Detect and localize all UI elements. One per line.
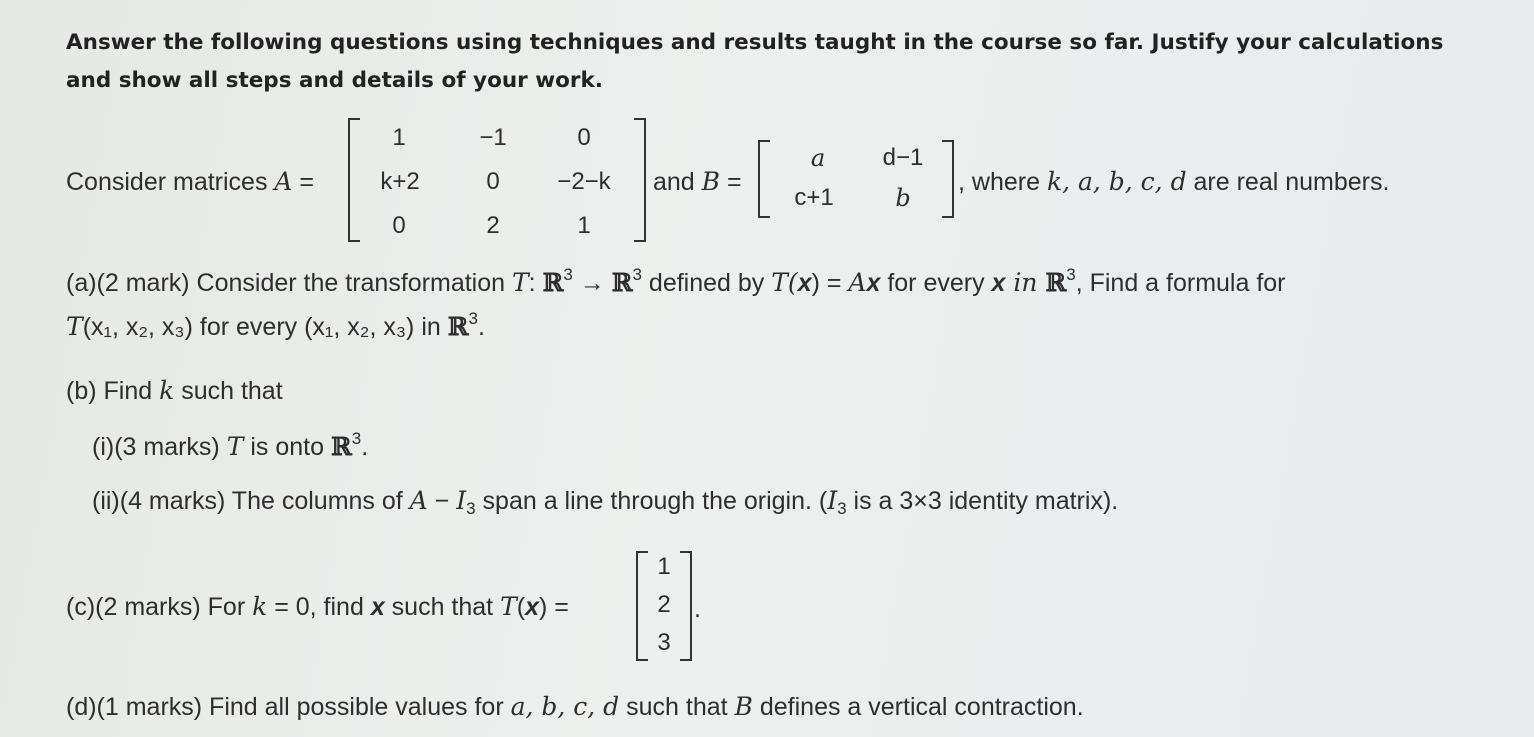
matrix-a <box>348 118 646 242</box>
arguments: (x₁, x₂, x₃) <box>82 313 193 341</box>
vector-x: x <box>797 269 812 297</box>
vector-x: x <box>866 269 881 297</box>
transformation-symbol: T <box>500 592 517 621</box>
intro-text <box>66 167 314 197</box>
identity-symbol: I <box>456 486 467 515</box>
period: . <box>477 313 485 341</box>
matrix-a-symbol: A <box>848 268 867 297</box>
matrix-a-cell-0-0: 1 <box>392 124 406 151</box>
matrix-a-cell-0-1: −1 <box>479 124 507 151</box>
real-numbers-text: are real numbers. <box>1186 168 1390 196</box>
real-space-symbol: ℝ <box>447 312 469 341</box>
vector-c-entry-2: 3 <box>657 629 671 656</box>
such-that-text: such that <box>619 693 735 721</box>
vector-c <box>636 551 692 661</box>
matrix-b-symbol: B <box>701 167 721 196</box>
consider-text: Consider matrices <box>66 168 275 196</box>
matrix-a-cell-2-1: 2 <box>486 212 500 239</box>
vector-x: x <box>991 269 1006 297</box>
arguments: (x₁, x₂, x₃) <box>304 313 415 341</box>
k-symbol: k <box>252 592 268 621</box>
matrix-b-cell-1-1: b <box>895 184 911 212</box>
part-b-ii-label: (ii)(4 marks) The columns of <box>92 487 410 515</box>
matrix-b <box>758 140 954 218</box>
exponent: 3 <box>1066 265 1076 284</box>
in-text: in <box>414 313 448 341</box>
matrix-b-symbol: B <box>734 692 753 721</box>
part-b-i-label: (i)(3 marks) <box>92 433 227 461</box>
paren: ( <box>516 593 526 621</box>
part-b <box>66 376 283 406</box>
variables-list: a, b, c, d <box>510 692 620 721</box>
exponent: 3 <box>563 265 573 284</box>
equals-sign: = <box>292 168 315 196</box>
such-that-text: such that <box>174 377 283 405</box>
matrix-b-cell-1-0: c+1 <box>794 184 834 211</box>
exponent: 3 <box>632 265 642 284</box>
equals-sign-b: = <box>720 168 742 196</box>
onto-text: is onto <box>243 433 331 461</box>
identity-symbol: I <box>827 486 838 515</box>
matrix-a-cell-2-2: 1 <box>577 212 591 239</box>
exponent: 3 <box>468 309 478 328</box>
real-space-symbol: ℝ <box>611 268 633 297</box>
matrix-a-symbol: A <box>409 486 428 515</box>
vector-c-entry-1: 2 <box>657 591 671 618</box>
matrix-a-left-bracket <box>348 118 360 242</box>
matrix-b-cell-0-0: a <box>810 144 826 172</box>
variables-list: k, a, b, c, d <box>1046 167 1187 196</box>
vector-c-period: . <box>694 595 701 623</box>
part-b-i <box>92 429 369 462</box>
k-equals-zero-text: = 0, find <box>267 593 371 621</box>
where-word: , where <box>958 168 1047 196</box>
minus-sign: − <box>427 487 457 515</box>
part-c-label: (c)(2 marks) For <box>66 593 253 621</box>
part-b-label: (b) Find <box>66 377 160 405</box>
where-text <box>958 167 1389 197</box>
instructions-heading: Answer the following questions using techniques and results taught in the course so far. Justify your calculations and show all steps and details of your work. <box>66 30 1444 93</box>
matrix-a-right-bracket <box>634 118 646 242</box>
transformation-symbol: T <box>66 312 83 341</box>
part-a-line1 <box>66 265 1286 298</box>
for-every-text: for every <box>192 313 305 341</box>
transformation-symbol: T <box>511 268 529 297</box>
part-a-label: (a)(2 mark) Consider the transformation <box>66 269 512 297</box>
vector-x: x <box>370 593 385 621</box>
part-a-line2 <box>66 309 485 342</box>
and-word: and <box>653 168 702 196</box>
transformation-symbol: T <box>226 432 244 461</box>
real-space-symbol: ℝ <box>542 268 564 297</box>
period: . <box>361 433 369 461</box>
part-c <box>66 592 569 622</box>
identity-definition-text: is a 3×3 identity matrix). <box>846 487 1119 515</box>
matrix-a-cell-1-0: k+2 <box>380 168 420 195</box>
matrix-b-cell-0-1: d−1 <box>882 144 924 171</box>
find-formula-text: , Find a formula for <box>1075 269 1286 297</box>
defined-by-text: defined by <box>641 269 772 297</box>
subscript: 3 <box>466 499 476 518</box>
matrix-a-symbol: A <box>274 167 293 196</box>
matrix-b-left-bracket <box>758 140 770 218</box>
matrix-a-cell-2-0: 0 <box>392 212 406 239</box>
and-b-text <box>653 167 742 197</box>
part-b-ii <box>92 486 1118 516</box>
exponent: 3 <box>351 429 362 448</box>
part-d <box>66 692 1084 722</box>
matrix-a-cell-1-1: 0 <box>486 168 500 195</box>
equals: ) = <box>811 269 849 297</box>
colon: : <box>528 269 543 297</box>
span-line-text: span a line through the origin. ( <box>475 487 828 515</box>
matrix-a-cell-0-2: 0 <box>577 124 591 151</box>
part-d-label: (d)(1 marks) Find all possible values for <box>66 693 511 721</box>
vector-c-entry-0: 1 <box>657 553 671 580</box>
arrow: → <box>572 269 612 297</box>
real-space-symbol: ℝ <box>330 432 352 461</box>
matrix-a-cell-1-2: −2−k <box>557 168 611 195</box>
k-symbol: k <box>159 376 175 405</box>
subscript: 3 <box>837 499 847 518</box>
vertical-contraction-text: defines a vertical contraction. <box>752 693 1084 721</box>
t-of: T( <box>771 268 798 297</box>
real-space-symbol: ℝ <box>1045 268 1067 297</box>
such-that-text: such that <box>384 593 501 621</box>
for-every-text: for every <box>880 269 992 297</box>
paren-equals: ) = <box>539 593 569 621</box>
in-word: in <box>1005 268 1046 297</box>
vector-x: x <box>525 593 539 621</box>
